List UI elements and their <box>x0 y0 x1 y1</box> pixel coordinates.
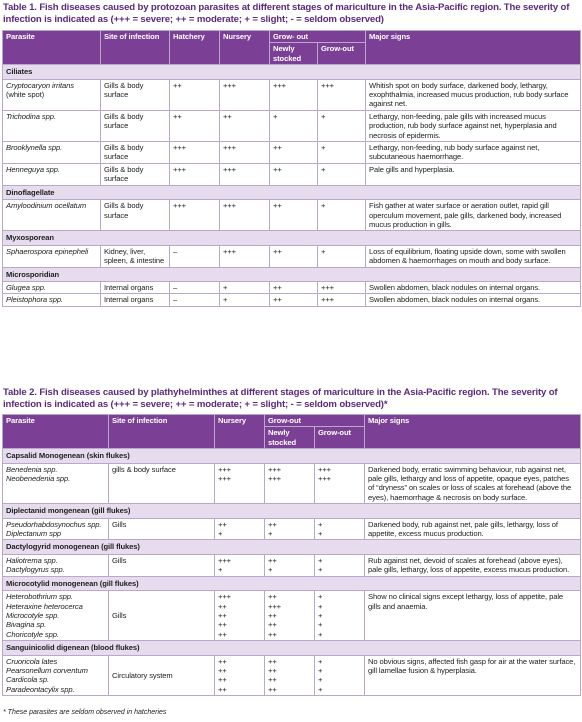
signs-cell: Rub against net, devoid of scales at forehead (above eyes), pale gills, lethargy, loss of appetite, excess mucus production. <box>365 554 581 576</box>
newly-value: + <box>268 529 273 539</box>
parasite-name: Bivagina sp. <box>6 620 47 630</box>
hatchery-cell: – <box>170 281 220 293</box>
col-site: Site of infection <box>101 31 170 65</box>
newly-value: ++ <box>268 675 277 685</box>
newly-value: ++ <box>268 665 277 675</box>
newly-value: +++ <box>268 474 282 484</box>
site-cell: Gills <box>109 554 215 576</box>
growout-cell: + <box>318 245 366 267</box>
newly-stocked-cell: + <box>270 110 318 141</box>
table2-body <box>3 449 581 696</box>
table1-caption: Table 1. Fish diseases caused by protozoan parasites at different stages of mariculture in the Asia-Pacific region. The severity of infection is indicated as (+++ = severe; ++ = moderate; + = slight; - = seldom observed) <box>3 2 570 25</box>
col-growout: Grow-out <box>315 427 365 449</box>
col-growout: Grow-out <box>318 43 366 65</box>
site-cell: Circulatory system <box>109 655 215 696</box>
section-row <box>3 641 581 655</box>
growout-cell <box>315 518 365 540</box>
newly-value: ++ <box>268 519 277 529</box>
parasite-name: Paradeontacylix spp. <box>6 684 75 694</box>
growout-cell: + <box>318 142 366 164</box>
parasite-name: Dactylogyrus spp. <box>6 565 65 575</box>
nursery-cell: ++ <box>220 110 270 141</box>
table-row <box>3 655 581 696</box>
nursery-value: ++ <box>218 620 227 630</box>
col-site: Site of infection <box>109 415 215 449</box>
nursery-cell: + <box>220 294 270 306</box>
table2 <box>2 414 581 696</box>
parasite-name: Glugea spp. <box>6 282 46 292</box>
newly-value: ++ <box>268 592 277 602</box>
growout-value: + <box>318 519 323 529</box>
nursery-cell <box>215 591 265 641</box>
site-cell: Internal organs <box>101 281 170 293</box>
signs-cell: Pale gills and hyperplasia. <box>366 163 581 185</box>
newly-value: +++ <box>268 464 282 474</box>
section-row <box>3 540 581 554</box>
table-row <box>3 463 581 504</box>
parasite-name: Cryptocaryon irritans <box>6 80 74 90</box>
signs-cell: Fish gather at water surface or aeration outlet, rapid gill operculum movement, pale gills, darkened body, increased mucus production in gills. <box>366 200 581 231</box>
col-signs: Major signs <box>366 31 581 65</box>
growout-value: + <box>318 610 323 620</box>
table2-caption: Table 2. Fish diseases caused by plathyhelminthes at different stages of mariculture in the Asia-Pacific region. The severity of infection is indicated as (+++ = severe; ++ = moderate; + = slight; - = seldom observed)* <box>3 387 558 410</box>
parasite-name: Sphaerospora epinepheli <box>6 246 89 256</box>
section-row <box>3 504 581 518</box>
section-row <box>3 231 581 245</box>
col-nursery: Nursery <box>215 415 265 449</box>
footnote: * These parasites are seldom observed in hatcheries <box>3 709 167 716</box>
table1-body <box>3 65 581 307</box>
nursery-value: ++ <box>218 675 227 685</box>
site-cell: Gills <box>109 518 215 540</box>
growout-cell <box>315 591 365 641</box>
signs-cell: Whitish spot on body surface, darkened body, lethargy, exophthalmia, increased mucus production, rub body surface against net. <box>366 79 581 110</box>
table-row <box>3 281 581 293</box>
section-row <box>3 185 581 199</box>
signs-cell: Loss of equilibrium, floating upside down, some with swollen abdomen & haemorrhages on mouth and body surface. <box>366 245 581 267</box>
signs-cell: No obvious signs, affected fish gasp for air at the water surface, gill lamellae fusion & hyperplasia. <box>365 655 581 696</box>
newly-value: ++ <box>268 555 277 565</box>
growout-cell: + <box>318 163 366 185</box>
nursery-value: ++ <box>218 656 227 666</box>
site-cell: Gills & body surface <box>101 200 170 231</box>
table-row <box>3 163 581 185</box>
nursery-cell: +++ <box>220 245 270 267</box>
newly-cell <box>265 554 315 576</box>
newly-value: ++ <box>268 684 277 694</box>
table-row <box>3 294 581 306</box>
growout-value: + <box>318 565 323 575</box>
growout-cell <box>315 554 365 576</box>
growout-value: + <box>318 529 323 539</box>
section-title: Microcotylid monogenean (gill flukes) <box>3 576 581 590</box>
newly-stocked-cell: +++ <box>270 79 318 110</box>
growout-value: + <box>318 620 323 630</box>
growout-cell: + <box>318 110 366 141</box>
col-newly-stocked: Newly stocked <box>270 43 318 65</box>
parasite-name: Diplectanum spp <box>6 529 62 539</box>
newly-cell <box>265 591 315 641</box>
parasite-name: Cruoricola lates <box>6 656 58 666</box>
parasite-cell <box>3 591 109 641</box>
newly-stocked-cell: ++ <box>270 245 318 267</box>
newly-cell <box>265 655 315 696</box>
section-title: Sanguinicolid digenean (blood flukes) <box>3 641 581 655</box>
nursery-cell <box>215 518 265 540</box>
newly-value: + <box>268 565 273 575</box>
nursery-cell <box>215 463 265 504</box>
site-cell: Gills & body surface <box>101 79 170 110</box>
nursery-cell: +++ <box>220 163 270 185</box>
site-cell: Gills <box>109 591 215 641</box>
parasite-cell <box>3 110 101 141</box>
section-title: Microsporidian <box>3 267 581 281</box>
parasite-name: Henneguya spp. <box>6 164 60 174</box>
site-cell: Kidney, liver, spleen, & intestine <box>101 245 170 267</box>
section-title: Dinoflagellate <box>3 185 581 199</box>
col-hatchery: Hatchery <box>170 31 220 65</box>
nursery-cell: + <box>220 281 270 293</box>
col-growout-group: Grow-out <box>265 415 365 427</box>
parasite-note: (white spot) <box>6 90 45 100</box>
nursery-cell: +++ <box>220 200 270 231</box>
parasite-cell <box>3 554 109 576</box>
newly-stocked-cell: ++ <box>270 142 318 164</box>
nursery-value: +++ <box>218 464 232 474</box>
section-title: Ciliates <box>3 65 581 79</box>
signs-cell: Lethargy, non-feeding, pale gills with increased mucus production, rub body surface against net, hyperplasia and necrosis of epidermis. <box>366 110 581 141</box>
parasite-cell <box>3 200 101 231</box>
growout-value: +++ <box>318 464 332 474</box>
table-row <box>3 110 581 141</box>
hatchery-cell: – <box>170 245 220 267</box>
parasite-name: Pseudorhabdosynochus spp. <box>6 519 102 529</box>
growout-cell: + <box>318 200 366 231</box>
newly-value: ++ <box>268 620 277 630</box>
parasite-name: Neobenedenia spp. <box>6 474 71 484</box>
parasite-name: Amyloodinium ocellatum <box>6 201 87 211</box>
table-row <box>3 142 581 164</box>
table1 <box>2 30 581 307</box>
nursery-value: ++ <box>218 629 227 639</box>
parasite-name: Microcotyle spp. <box>6 610 60 620</box>
section-title: Myxosporean <box>3 231 581 245</box>
site-cell: Internal organs <box>101 294 170 306</box>
nursery-value: ++ <box>218 519 227 529</box>
site-cell: Gills & body surface <box>101 142 170 164</box>
parasite-name: Pearsonellum corventum <box>6 665 88 675</box>
signs-cell: Swollen abdomen, black nodules on internal organs. <box>366 294 581 306</box>
hatchery-cell: ++ <box>170 110 220 141</box>
signs-cell: Lethargy, non-feeding, rub body surface against net, subcutaneous haemorrhage. <box>366 142 581 164</box>
table-row <box>3 554 581 576</box>
growout-value: + <box>318 555 323 565</box>
hatchery-cell: +++ <box>170 200 220 231</box>
growout-value: + <box>318 592 323 602</box>
parasite-cell <box>3 518 109 540</box>
growout-cell: +++ <box>318 281 366 293</box>
nursery-value: ++ <box>218 601 227 611</box>
newly-stocked-cell: ++ <box>270 200 318 231</box>
parasite-cell <box>3 142 101 164</box>
site-cell: Gills & body surface <box>101 163 170 185</box>
section-row <box>3 449 581 463</box>
signs-cell: Show no clinical signs except lethargy, loss of appetite, pale gills and anaemia. <box>365 591 581 641</box>
nursery-value: ++ <box>218 665 227 675</box>
growout-value: + <box>318 665 323 675</box>
section-row <box>3 267 581 281</box>
section-title: Capsalid Monogenean (skin flukes) <box>3 449 581 463</box>
parasite-name: Heterobothrium spp. <box>6 592 73 602</box>
newly-stocked-cell: ++ <box>270 294 318 306</box>
growout-cell: +++ <box>318 294 366 306</box>
newly-stocked-cell: ++ <box>270 163 318 185</box>
growout-cell <box>315 655 365 696</box>
nursery-cell: +++ <box>220 79 270 110</box>
nursery-value: + <box>218 565 223 575</box>
growout-value: + <box>318 601 323 611</box>
site-cell: Gills & body surface <box>101 110 170 141</box>
newly-stocked-cell: ++ <box>270 281 318 293</box>
parasite-name: Trichodina spp. <box>6 111 56 121</box>
parasite-name: Cardicola sp. <box>6 675 50 685</box>
nursery-value: + <box>218 529 223 539</box>
table-row <box>3 518 581 540</box>
newly-cell <box>265 463 315 504</box>
parasite-cell <box>3 245 101 267</box>
col-growout-group: Grow- out <box>270 31 366 43</box>
parasite-cell <box>3 79 101 110</box>
table-row <box>3 200 581 231</box>
table-row <box>3 591 581 641</box>
parasite-name: Pleistophora spp. <box>6 295 63 305</box>
signs-cell: Darkened body, rub against net, pale gills, lethargy, loss of appetite, excess mucus production. <box>365 518 581 540</box>
parasite-name: Choricotyle spp. <box>6 629 59 639</box>
newly-value: +++ <box>268 601 282 611</box>
table-row <box>3 245 581 267</box>
newly-value: ++ <box>268 656 277 666</box>
parasite-name: Haliotrema spp. <box>6 555 58 565</box>
col-newly-stocked: Newly stocked <box>265 427 315 449</box>
nursery-value: ++ <box>218 684 227 694</box>
growout-value: + <box>318 629 323 639</box>
section-row <box>3 576 581 590</box>
parasite-cell <box>3 655 109 696</box>
hatchery-cell: – <box>170 294 220 306</box>
nursery-cell <box>215 655 265 696</box>
parasite-name: Brooklynella spp. <box>6 143 63 153</box>
growout-value: + <box>318 675 323 685</box>
parasite-cell <box>3 294 101 306</box>
site-cell: gills & body surface <box>109 463 215 504</box>
parasite-cell <box>3 281 101 293</box>
parasite-name: Heteraxine heterocerca <box>6 601 83 611</box>
signs-cell: Darkened body, erratic swimming behaviour, rub against net, pale gills, lethargy and loss of appetite, opaque eyes, patches of “dryness” on scales or loss of scales at forehead (above the eyes), haemorrhage & necrosis on body surface. <box>365 463 581 504</box>
parasite-name: Benedenia spp. <box>6 464 58 474</box>
parasite-cell <box>3 163 101 185</box>
section-title: Dactylogyrid monogenean (gill flukes) <box>3 540 581 554</box>
hatchery-cell: +++ <box>170 142 220 164</box>
col-parasite: Parasite <box>3 31 101 65</box>
newly-cell <box>265 518 315 540</box>
nursery-value: +++ <box>218 474 232 484</box>
section-row <box>3 65 581 79</box>
nursery-value: +++ <box>218 592 232 602</box>
nursery-value: +++ <box>218 555 232 565</box>
hatchery-cell: ++ <box>170 79 220 110</box>
newly-value: ++ <box>268 629 277 639</box>
growout-value: + <box>318 656 323 666</box>
growout-value: + <box>318 684 323 694</box>
growout-value: +++ <box>318 474 332 484</box>
nursery-value: ++ <box>218 610 227 620</box>
hatchery-cell: +++ <box>170 163 220 185</box>
col-nursery: Nursery <box>220 31 270 65</box>
signs-cell: Swollen abdomen, black nodules on internal organs. <box>366 281 581 293</box>
col-signs: Major signs <box>365 415 581 449</box>
parasite-cell <box>3 463 109 504</box>
newly-value: ++ <box>268 610 277 620</box>
nursery-cell: +++ <box>220 142 270 164</box>
growout-cell: +++ <box>318 79 366 110</box>
section-title: Diplectanid mongenean (gill flukes) <box>3 504 581 518</box>
table-row <box>3 79 581 110</box>
growout-cell <box>315 463 365 504</box>
nursery-cell <box>215 554 265 576</box>
col-parasite: Parasite <box>3 415 109 449</box>
